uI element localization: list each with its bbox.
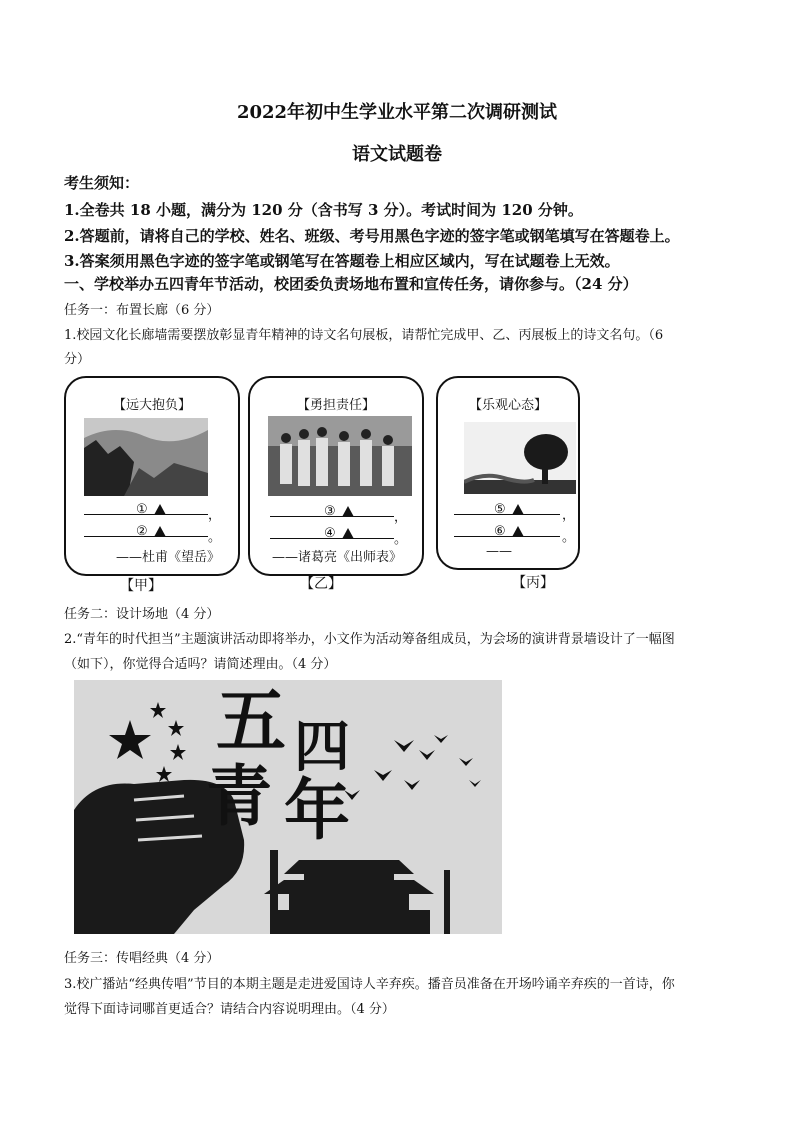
blank-4: ④: [324, 526, 354, 541]
poster-char-si: 四: [294, 715, 350, 780]
notice-heading: 考生须知：: [64, 174, 140, 192]
board-jia: 【远大抱负】 ， ① 。 ② ——杜甫《望岳》: [64, 376, 240, 576]
notice-item-3: 3.答案须用黑色字迹的签字笔或钢笔写在答题卷上相应区域内，写在试题卷上无效。: [64, 252, 620, 270]
board-yi-heading: 【勇担责任】: [296, 398, 375, 413]
board-bing-source: ——: [486, 544, 512, 559]
poster-char-nian: 年: [284, 772, 350, 849]
task-1-question-line1: 1.校园文化长廊墙需要摆放彰显青年精神的诗文名句展板，请帮忙完成甲、乙、丙展板上的诗文名句。（6: [64, 328, 664, 343]
triangle-icon: [512, 526, 524, 537]
board-yi: 【勇担责任】 ， ③ 。 ④ ——诸葛亮《出师表》: [248, 376, 424, 576]
task-2-question-line2: （如下），你觉得合适吗？请简述理由。（4 分）: [64, 657, 337, 672]
section-1-heading: 一、学校举办五四青年节活动，校团委负责场地布置和宣传任务，请你参与。（24 分）: [64, 275, 638, 293]
task-3-question-line1: 3.校广播站“经典传唱”节目的本期主题是走进爱国诗人辛弃疾。播音员准备在开场吟诵辛弃疾的一首诗，你: [64, 977, 675, 992]
blank-2: ②: [136, 524, 166, 539]
board-bing-heading: 【乐观心态】: [468, 398, 547, 413]
blank-6: ⑥: [494, 524, 524, 539]
triangle-icon: [342, 528, 354, 539]
board-jia-heading: 【远大抱负】: [112, 398, 191, 413]
triangle-icon: [342, 506, 354, 517]
tree-photo: [464, 422, 576, 494]
group-photo: [268, 416, 412, 496]
board-bing-label: 【丙】: [512, 575, 554, 591]
blank-3: ③: [324, 504, 354, 519]
exam-subtitle: 语文试题卷: [352, 144, 442, 165]
exam-title: 2022年初中生学业水平第二次调研测试: [236, 102, 558, 123]
board-jia-source: ——杜甫《望岳》: [116, 550, 221, 565]
triangle-icon: [512, 504, 524, 515]
notice-item-1: 1.全卷共 18 小题，满分为 120 分（含书写 3 分）。考试时间为 120 分钟。: [64, 201, 583, 219]
poster-char-qing: 青: [206, 758, 272, 835]
blank-1: ①: [136, 502, 166, 517]
task-1-label: 任务一：布置长廊（6 分）: [64, 303, 220, 318]
poster-char-wu: 五: [216, 680, 286, 762]
mountain-photo: [84, 418, 208, 496]
board-yi-source: ——诸葛亮《出师表》: [272, 550, 403, 565]
may-fourth-poster: [74, 680, 502, 934]
task-1-question-line2: 分）: [64, 352, 91, 367]
notice-item-2: 2.答题前，请将自己的学校、姓名、班级、考号用黑色字迹的签字笔或钢笔填写在答题卷上。: [64, 227, 680, 245]
task-2-question-line1: 2.“青年的时代担当”主题演讲活动即将举办，小文作为活动筹备组成员，为会场的演讲背景墙设计了一幅图: [64, 632, 675, 647]
board-yi-label: 【乙】: [300, 576, 342, 592]
board-jia-label: 【甲】: [120, 578, 162, 594]
task-3-question-line2: 觉得下面诗词哪首更适合？请结合内容说明理由。（4 分）: [64, 1002, 395, 1017]
triangle-icon: [154, 504, 166, 515]
blank-5: ⑤: [494, 502, 524, 517]
task-2-label: 任务二：设计场地（4 分）: [64, 607, 220, 622]
triangle-icon: [154, 526, 166, 537]
board-bing: 【乐观心态】 ， ⑤ 。 ⑥ ——: [436, 376, 580, 570]
task-3-label: 任务三：传唱经典（4 分）: [64, 951, 220, 966]
